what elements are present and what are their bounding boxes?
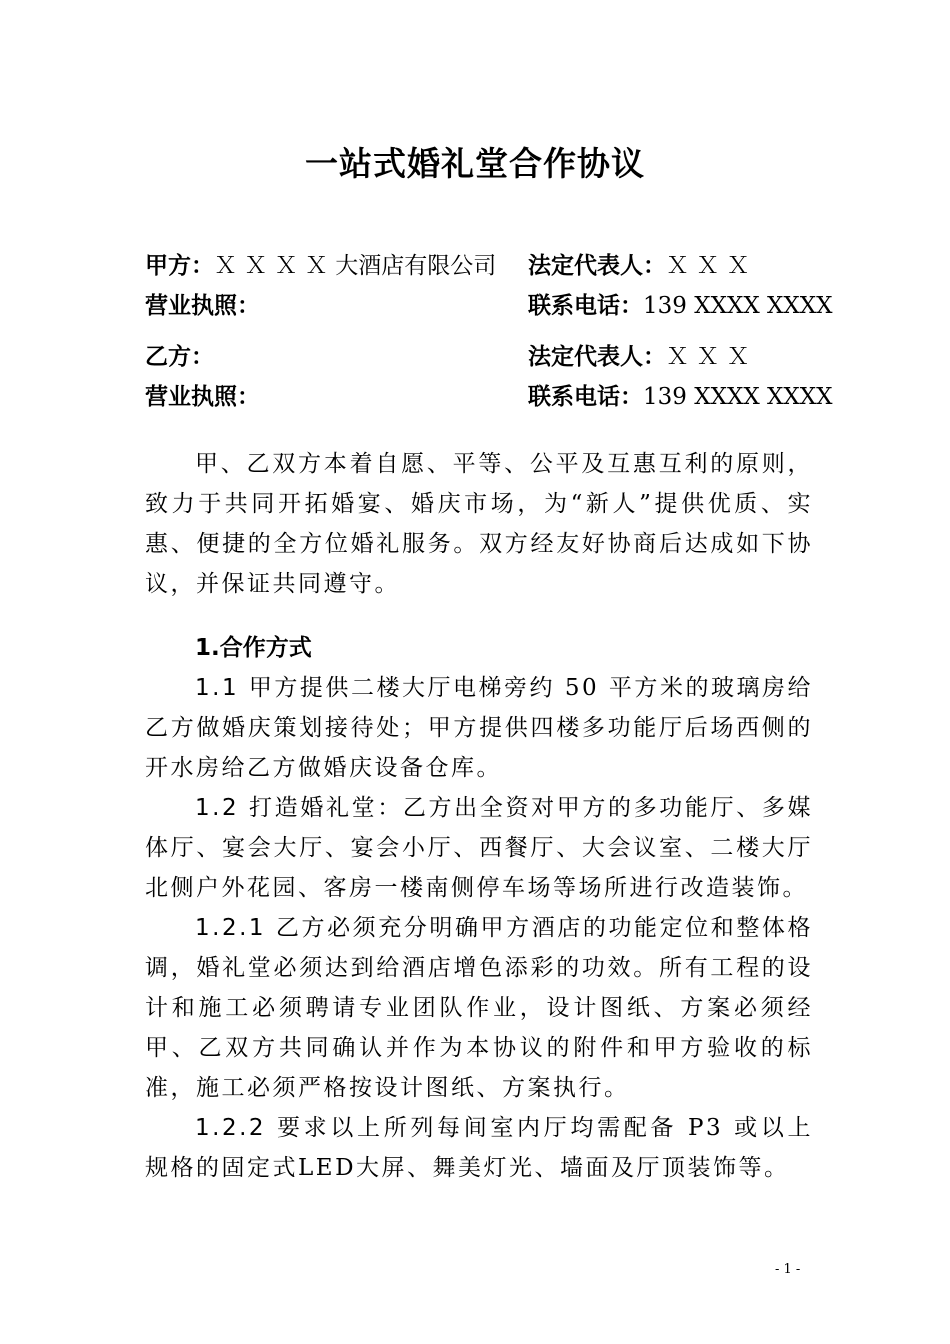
party-b-phone-value: 139 XXXX XXXX bbox=[643, 384, 833, 410]
party-b-label: 乙方： bbox=[145, 344, 214, 370]
section-heading: 1.合作方式 bbox=[195, 635, 312, 661]
clause-number: 1.2.1 bbox=[195, 915, 267, 941]
party-row-b-name bbox=[145, 340, 825, 374]
document-title: 一站式婚礼堂合作协议 bbox=[305, 144, 645, 183]
party-row-a-name bbox=[145, 249, 825, 283]
party-b-legal-rep-label: 法定代表人： bbox=[528, 344, 666, 370]
party-row-a-license bbox=[145, 289, 833, 323]
clause-1-2 bbox=[145, 788, 813, 908]
clauses-block bbox=[145, 668, 813, 1188]
intro-block bbox=[145, 444, 813, 604]
clause-text: 打造婚礼堂：乙方出全资对甲方的多功能厅、多媒体厅、宴会大厅、宴会小厅、西餐厅、大会议室、二楼大厅北侧户外花园、客房一楼南侧停车场等场所进行改造装饰。 bbox=[145, 795, 813, 901]
clause-1-1 bbox=[145, 668, 813, 788]
party-a-phone-label: 联系电话： bbox=[528, 293, 643, 319]
party-b-legal-rep-value: Ｘ Ｘ Ｘ bbox=[666, 344, 750, 370]
page-number: - 1 - bbox=[775, 1262, 801, 1277]
clause-number: 1.1 bbox=[195, 675, 240, 701]
party-a-legal-rep-label: 法定代表人： bbox=[528, 253, 666, 279]
clause-text: 乙方必须充分明确甲方酒店的功能定位和整体格调，婚礼堂必须达到给酒店增色添彩的功效。所有工程的设计和施工必须聘请专业团队作业，设计图纸、方案必须经甲、乙双方共同确认并作为本协议的附件和甲方验收的标准，施工必须严格按设计图纸、方案执行。 bbox=[145, 915, 813, 1101]
party-b-license-label: 营业执照： bbox=[145, 384, 260, 410]
party-a-phone-value: 139 XXXX XXXX bbox=[643, 293, 833, 319]
clause-number: 1.2.2 bbox=[195, 1115, 267, 1141]
party-a-legal-rep-value: Ｘ Ｘ Ｘ bbox=[666, 253, 750, 279]
clause-1-2-1 bbox=[145, 908, 813, 1108]
clause-text: 甲方提供二楼大厅电梯旁约 50 平方米的玻璃房给乙方做婚庆策划接待处；甲方提供四楼多功能厅后场西侧的开水房给乙方做婚庆设备仓库。 bbox=[145, 675, 813, 781]
party-a-license-label: 营业执照： bbox=[145, 293, 260, 319]
party-b-phone-label: 联系电话： bbox=[528, 384, 643, 410]
party-a-value: Ｘ Ｘ Ｘ Ｘ 大酒店有限公司 bbox=[214, 253, 497, 279]
party-a-label: 甲方： bbox=[145, 253, 214, 279]
intro-paragraph: 甲、乙双方本着自愿、平等、公平及互惠互利的原则，致力于共同开拓婚宴、婚庆市场，为“新人”提供优质、实惠、便捷的全方位婚礼服务。双方经友好协商后达成如下协议，并保证共同遵守。 bbox=[145, 451, 813, 597]
clause-1-2-2 bbox=[145, 1108, 813, 1188]
party-row-b-license bbox=[145, 380, 833, 414]
clause-text: 要求以上所列每间室内厅均需配备 P3 或以上规格的固定式LED大屏、舞美灯光、墙面及厅顶装饰等。 bbox=[145, 1115, 813, 1181]
clause-number: 1.2 bbox=[195, 795, 240, 821]
